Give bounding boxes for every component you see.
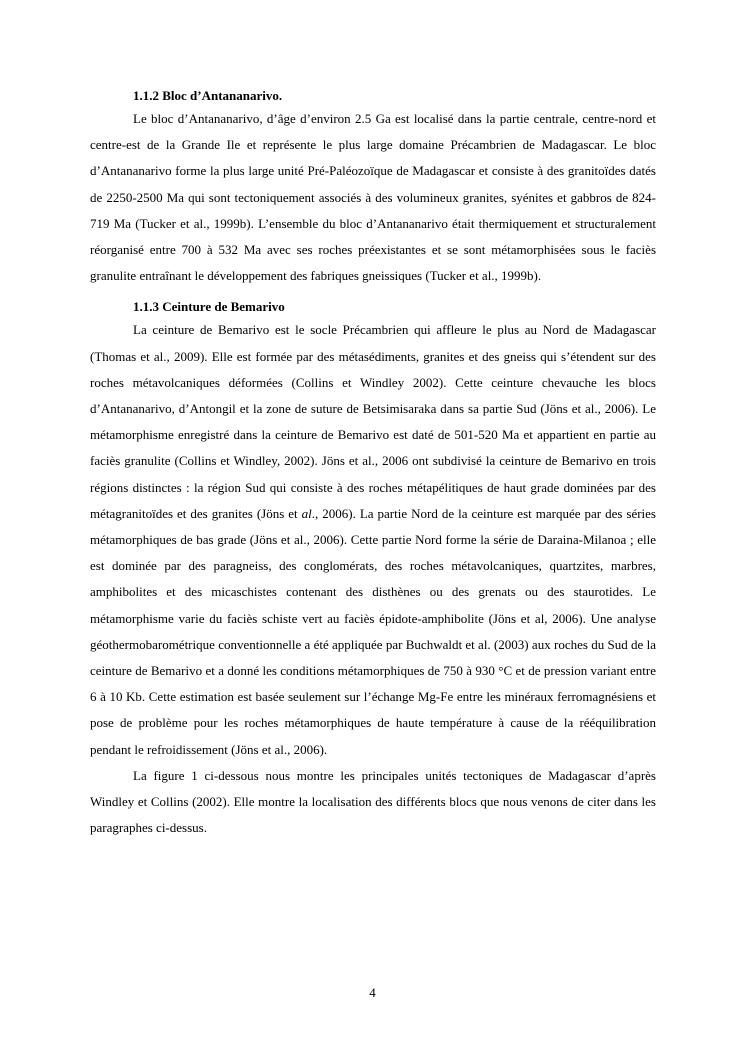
paragraph-figure-reference: La figure 1 ci-dessous nous montre les principales unités tectoniques de Madagascar d’après Windley et Collins (2002). Elle montre la localisation des différents blocs que nous venons de citer dans les paragraphes ci-dessus. (90, 767, 656, 836)
page-number: 4 (369, 985, 376, 1000)
paragraph-bemarivo (90, 317, 656, 762)
section-heading-bemarivo: 1.1.3 Ceinture de Bemarivo (133, 299, 285, 315)
document-page (90, 88, 656, 841)
section-heading-antananarivo: 1.1.2 Bloc d’Antananarivo. (133, 88, 283, 103)
paragraph-bemarivo-text-1: La ceinture de Bemarivo est le socle Précambrien qui affleure le plus au Nord de Madagascar (Thomas et al., 2009). Elle est formée par des métasédiments, granites et des gneiss qui s’étendent sur des roches métavolcaniques déformées (Collins et Windley 2002). Cette ceinture chevauche les blocs d’Antananarivo, d’Antongil et la zone de suture de Betsimisaraka dans sa partie Sud (Jöns et al., 2006). Le métamorphisme enregistré dans la ceinture de Bemarivo est daté de 501-520 Ma et appartient en partie au faciès granulite (Collins et Windley, 2002). Jöns et al., 2006 ont subdivisé la ceinture de Bemarivo en trois régions distinctes : la région Sud qui consiste à des roches métapélitiques de haut grade dominées par des métagranitoïdes et des granites (Jöns et (90, 322, 656, 521)
paragraph-bemarivo-text-2: ., 2006). La partie Nord de la ceinture est marquée par des séries métamorphiques de bas grade (Jöns et al., 2006). Cette partie Nord forme la série de Daraina-Milanoa ; elle est dominée par des paragneiss, des conglomérats, des roches métavolcaniques, quartzites, marbres, amphibolites et des micaschistes contenant des disthènes ou des grenats ou des staurotides. Le métamorphisme varie du faciès schiste vert au faciès épidote-amphibolite (Jöns et al, 2006). Une analyse géothermobarométrique conventionnelle a été appliquée par Buchwaldt et al. (2003) aux roches du Sud de la ceinture de Bemarivo et a donné les conditions métamorphiques de 750 à 930 °C et de pression variant entre 6 à 10 Kb. Cette estimation est basée seulement sur l’échange Mg-Fe entre les minéraux ferromagnésiens et pose de problème pour les roches métamorphiques de haute température à cause de la rééquilibration pendant le refroidissement (Jöns et al., 2006). (90, 505, 656, 757)
paragraph-antananarivo: Le bloc d’Antananarivo, d’âge d’environ 2.5 Ga est localisé dans la partie centrale, centre-nord et centre-est de la Grande Ile et représente le plus large domaine Précambrien de Madagascar. Le bloc d’Antananarivo forme la plus large unité Pré-Paléozoïque de Madagascar et consiste à des granitoïdes datés de 2250-2500 Ma qui sont tectoniquement associés à des volumineux granites, syénites et gabbros de 824-719 Ma (Tucker et al., 1999b). L’ensemble du bloc d’Antananarivo était thermiquement et structuralement réorganisé entre 700 à 532 Ma avec ses roches préexistantes et se sont métamorphisées sous le faciès granulite entraînant le développement des fabriques gneissiques (Tucker et al., 1999b). (90, 111, 656, 284)
paragraph-bemarivo-italic: al (301, 505, 312, 521)
